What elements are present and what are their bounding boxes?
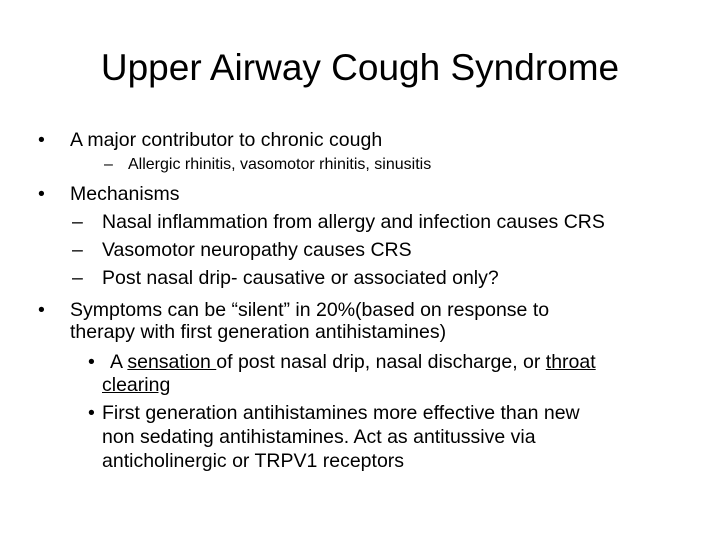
sub-text-5: Vasomotor neuropathy causes CRS [102, 239, 412, 261]
bullet-text-1: A major contributor to chronic cough [70, 129, 383, 151]
slide-title: Upper Airway Cough Syndrome [100, 47, 620, 88]
sub-text-4: Nasal inflammation from allergy and infection causes CRS [102, 211, 605, 233]
dash-marker-2: – [104, 156, 113, 173]
sub-text-2: Allergic rhinitis, vasomotor rhinitis, sinusitis [128, 156, 432, 173]
bullet-marker-9: • [88, 351, 95, 373]
bullet-text-10: clearing [102, 374, 171, 396]
bullet-marker-7: • [38, 299, 45, 321]
underlined-text: sensation [127, 351, 217, 373]
bullet-text-12: non sedating antihistamines. Act as antitussive via [102, 426, 536, 448]
dash-marker-6: – [72, 267, 83, 289]
bullet-marker-11: • [88, 402, 95, 424]
dash-marker-5: – [72, 239, 83, 261]
dash-marker-4: – [72, 211, 83, 233]
sub-text-6: Post nasal drip- causative or associated only? [102, 267, 499, 289]
bullet-text-13: anticholinergic or TRPV1 receptors [102, 450, 405, 472]
bullet-marker: • [38, 129, 45, 151]
bullet-text-11: First generation antihistamines more effective than new [102, 402, 580, 424]
text-part: A [110, 351, 128, 373]
bullet-marker-3: • [38, 183, 45, 205]
bullet-text-3: Mechanisms [70, 183, 180, 205]
bullet-text-7: Symptoms can be “silent” in 20%(based on response to [70, 299, 550, 321]
bullet-line-1 [38, 128, 45, 152]
text-part: of post nasal drip, nasal discharge, or [216, 351, 546, 373]
bullet-text-8: therapy with first generation antihistamines) [70, 321, 447, 343]
underlined-text: throat [545, 351, 596, 373]
bullet-text-9 [110, 350, 596, 374]
